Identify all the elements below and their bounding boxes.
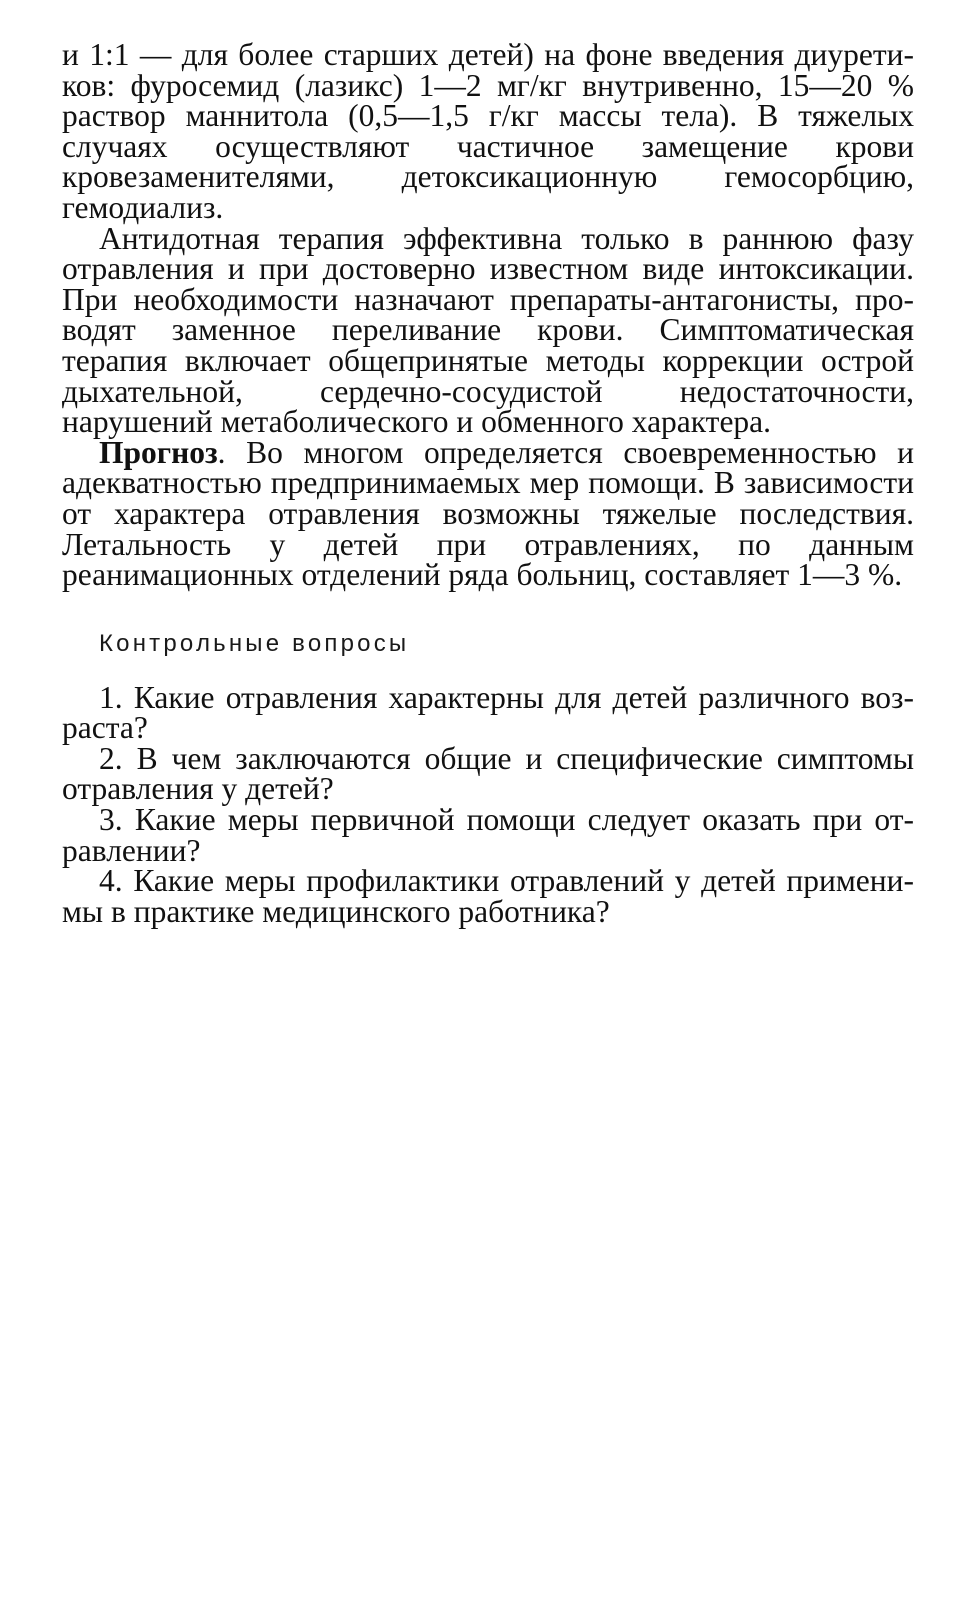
document-page bbox=[62, 37, 914, 929]
question-item: 2. В чем заключаются общие и специфические симптомы отравления у детей? bbox=[62, 740, 914, 807]
question-item: 3. Какие меры первичной помощи следует оказать при отравлении? bbox=[62, 802, 914, 868]
prognosis-body-text: . Во многом определяется своевременностью и адекватностью предпринимаемых мер помощи. В зависимости от характера отравления возможны тяжелые последствия. Летальность у детей при отравлениях, по данным реанимационных отделений ряда больниц, составляет 1—3 %. bbox=[62, 434, 914, 593]
paragraph-treatment-continuation: и 1:1 — для более старших детей) на фоне введения диуретиков: фуросемид (лазикс) 1—2 мг/кг внутривенно, 15—20 % раствор маннитола (0,5—1,5 г/кг массы тела). В тяжелых случаях осуществляют частичное замещение крови кровезаменителями, детоксикационную гемосорбцию, гемодиализ. bbox=[62, 37, 914, 225]
prognosis-lead-term: Прогноз bbox=[99, 434, 218, 470]
question-item: 4. Какие меры профилактики отравлений у детей применимы в практике медицинского работника? bbox=[62, 863, 914, 929]
paragraph-prognosis bbox=[62, 434, 914, 593]
questions-list bbox=[62, 679, 914, 929]
question-item: 1. Какие отравления характерны для детей различного возраста? bbox=[62, 679, 914, 746]
paragraph-antidote-therapy: Антидотная терапия эффективна только в раннюю фазу отравления и при достоверно известном виде интоксикации. При необходимости назначают препараты-антагонисты, проводят заменное переливание крови. Симптоматическая терапия включает общепринятые методы коррекции острой дыхательной, сердечно-сосудистой недостаточности, нарушений метаболического и обменного характера. bbox=[62, 220, 914, 440]
section-heading-control-questions: Контрольные вопросы bbox=[99, 629, 410, 657]
